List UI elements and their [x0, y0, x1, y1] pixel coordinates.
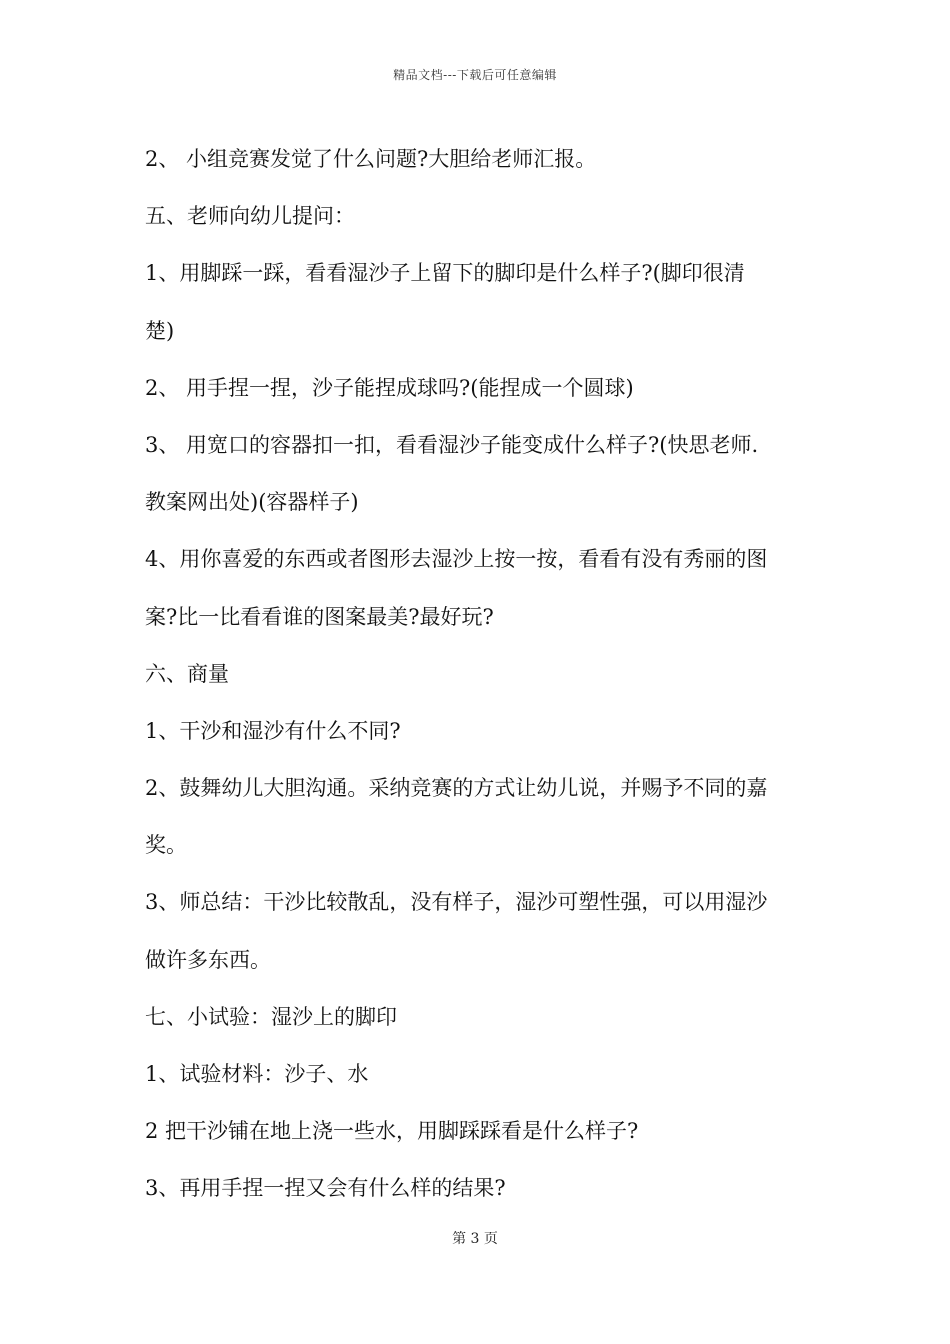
text-line: 案?比一比看看谁的图案最美?最好玩? [145, 604, 494, 629]
text-line: 2 把干沙铺在地上浇一些水，用脚踩踩看是什么样子? [145, 1119, 639, 1144]
section-heading: 七、小试验：湿沙上的脚印 [145, 1004, 397, 1029]
text-line: 2、鼓舞幼儿大胆沟通。采纳竞赛的方式让幼儿说，并赐予不同的嘉 [145, 776, 768, 801]
text-line: 4、用你喜爱的东西或者图形去湿沙上按一按，看看有没有秀丽的图 [145, 547, 768, 572]
section-heading: 五、老师向幼儿提问： [145, 204, 355, 229]
text-line: 楚) [145, 318, 175, 343]
page-number: 第 3 页 [452, 1231, 498, 1247]
page-header: 精品文档---下载后可任意编辑 [393, 68, 557, 82]
section-heading: 六、商量 [145, 661, 229, 686]
text-line: 1、干沙和湿沙有什么不同? [145, 718, 401, 743]
text-line: 教案网出处)(容器样子) [145, 490, 359, 515]
text-line: 做许多东西。 [145, 947, 271, 972]
text-line: 3、 用宽口的容器扣一扣，看看湿沙子能变成什么样子?(快思老师. [145, 432, 759, 457]
document-body [145, 131, 815, 1218]
text-line: 1、试验材料：沙子、水 [145, 1062, 369, 1086]
text-line: 2、 用手捏一捏，沙子能捏成球吗?(能捏成一个圆球) [145, 375, 634, 400]
text-line: 3、师总结：干沙比较散乱，没有样子，湿沙可塑性强，可以用湿沙 [145, 890, 768, 915]
text-line: 奖。 [145, 833, 187, 858]
text-line: 2、 小组竞赛发觉了什么问题?大胆给老师汇报。 [145, 147, 597, 171]
text-line: 3、再用手捏一捏又会有什么样的结果? [145, 1176, 506, 1201]
text-line: 1、用脚踩一踩，看看湿沙子上留下的脚印是什么样子?(脚印很清 [145, 261, 745, 286]
